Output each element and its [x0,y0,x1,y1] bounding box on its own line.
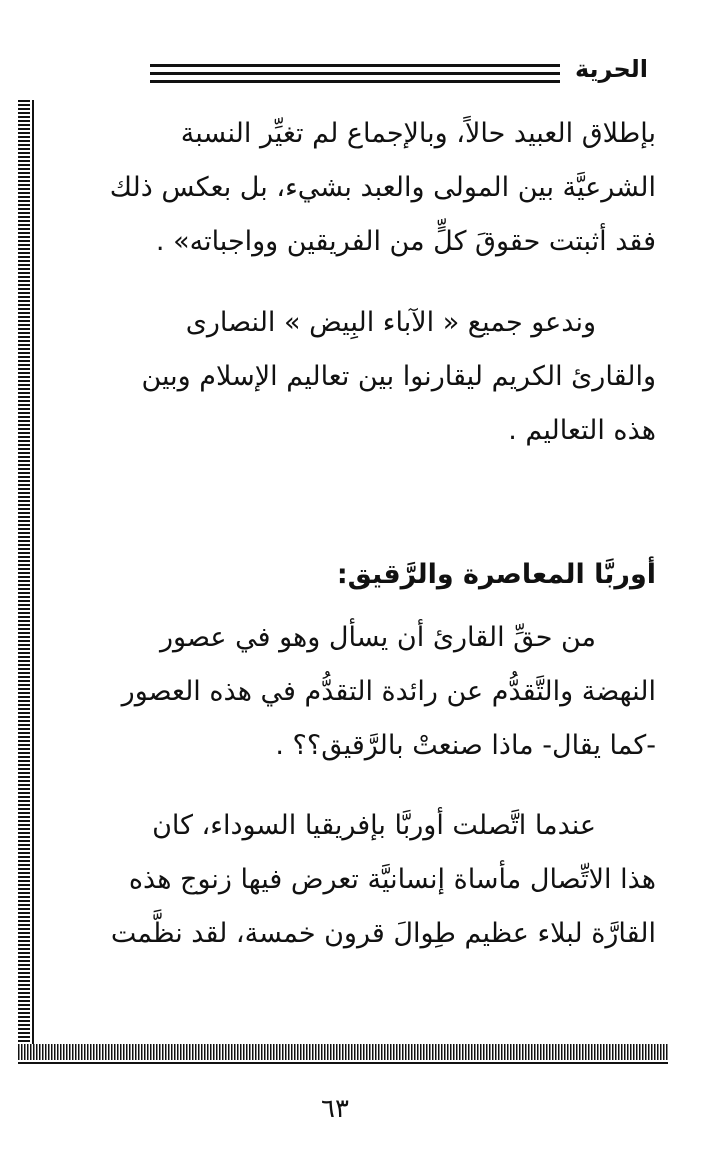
bottom-border-hatch [18,1044,668,1060]
paragraph-line: الشرعيَّة بين المولى والعبد بشيء، بل بعكس ذلك [109,172,656,203]
section-heading: أوربَّا المعاصرة والرَّقيق: [336,559,656,590]
left-border-line [32,100,34,1048]
paragraph-line: بإطلاق العبيد حالاً، وبالإجماع لم تغيِّر النسبة [180,118,656,149]
paragraph-line: عندما اتَّصلت أوربَّا بإفريقيا السوداء، كان [152,810,596,841]
header-rule-top [150,64,560,67]
page-number: ٦٣ [321,1094,349,1124]
header-rule-middle [150,72,560,75]
paragraph-line: فقد أثبتت حقوقَ كلٍّ من الفريقين وواجباته» . [155,226,656,257]
left-border-hatch [18,100,30,1048]
paragraph-line: القارَّة لبلاء عظيم طِوالَ قرون خمسة، لقد نظَّمت [110,918,656,949]
paragraph-1 [66,107,656,269]
paragraph-line: النهضة والتَّقدُّم عن رائدة التقدُّم في هذه العصور [121,676,656,707]
paragraph-line: هذه التعاليم . [508,415,656,446]
paragraph-line: والقارئ الكريم ليقارنوا بين تعاليم الإسلام وبين [141,361,656,392]
header-rule-bottom [150,80,560,83]
section-paragraph-1 [66,611,656,773]
running-header-title: الحرية [574,55,648,83]
paragraph-line: وندعو جميع « الآباء البِيض » النصارى [185,307,596,338]
paragraph-line: من حقِّ القارئ أن يسأل وهو في عصور [159,622,596,653]
paragraph-line: -كما يقال- ماذا صنعتْ بالرَّقيق؟؟ . [275,730,656,761]
section-paragraph-2 [66,799,656,961]
bottom-border-line [18,1062,668,1064]
paragraph-line: هذا الاتِّصال مأساة إنسانيَّة تعرض فيها زنوج هذه [128,864,656,895]
paragraph-2 [66,296,656,458]
